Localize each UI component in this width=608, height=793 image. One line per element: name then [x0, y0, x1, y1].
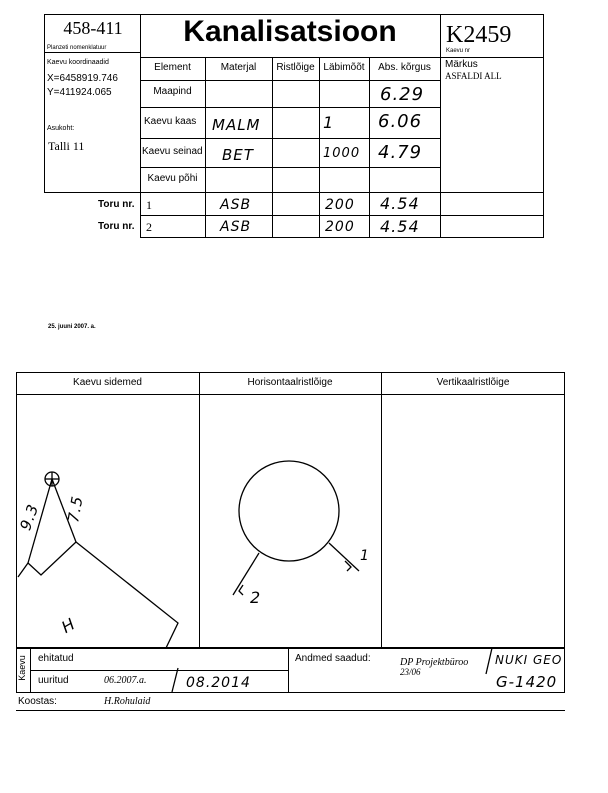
- location-caption: Asukoht:: [47, 125, 75, 132]
- row-label-walls: Kaevu seinad: [142, 146, 203, 157]
- handwritten-date: 08.2014: [186, 675, 251, 691]
- well-ties-sketch: [16, 395, 199, 648]
- col-header-material: Materjal: [220, 62, 257, 73]
- coord-y: Y=411924.065: [47, 87, 112, 98]
- pipe-diameter: 200: [325, 197, 355, 213]
- panel-header-connections: Kaevu sidemed: [73, 377, 142, 388]
- pipe-elevation: 4.54: [380, 217, 420, 236]
- location: Talli 11: [48, 139, 85, 153]
- pipe-material: ASB: [220, 197, 252, 213]
- pipe-label: Toru nr.: [98, 221, 135, 232]
- panel-header-horizontal: Horisontaalristlõige: [247, 377, 333, 388]
- row-label-bottom: Kaevu põhi: [147, 173, 198, 184]
- grid-line: [140, 167, 440, 168]
- hand-note-code: G-1420: [496, 673, 558, 691]
- well-id-caption: Kaevu nr: [446, 48, 471, 54]
- surveyed-date: 06.2007.a.: [104, 675, 147, 686]
- grid-line: [369, 57, 370, 238]
- author: H.Rohulaid: [104, 696, 151, 707]
- pipe-number: 2: [146, 220, 152, 234]
- divider: [44, 52, 140, 53]
- pipe-number: 1: [146, 198, 152, 212]
- hand-note-geo: NUKI GEO: [495, 653, 563, 667]
- tie-distance-a: 9.3: [16, 501, 43, 533]
- coord-caption: Kaevu koordinaadid: [47, 59, 109, 66]
- page-title: Kanalisatsioon: [183, 15, 397, 48]
- col-header-cross-section: Ristlõige: [276, 62, 315, 73]
- grid-line: [319, 57, 320, 238]
- col-header-elevation: Abs. kõrgus: [378, 62, 431, 73]
- plan-number-caption: Planzeti nomenklatuur: [47, 45, 107, 51]
- divider: [30, 670, 288, 671]
- diameter-lid: 1: [323, 113, 335, 132]
- pipe-1-label: 1: [360, 548, 370, 564]
- pipe-diameter: 200: [325, 219, 355, 235]
- col-header-note: Märkus: [445, 59, 478, 70]
- grid-line: [140, 215, 544, 216]
- grid-line: [140, 237, 544, 238]
- grid-line: [140, 138, 440, 139]
- data-source: DP Projektbüroo: [400, 657, 469, 668]
- diameter-walls: 1000: [323, 146, 361, 161]
- plan-number: 458-411: [63, 18, 123, 38]
- col-header-element: Element: [154, 62, 191, 73]
- panel-header-vertical: Vertikaalristlõige: [436, 377, 510, 388]
- surveyed-label: uuritud: [38, 675, 69, 686]
- data-source-label: Andmed saadud:: [295, 653, 371, 664]
- col-header-diameter: Läbimõõt: [323, 62, 365, 73]
- material-walls: BET: [222, 146, 254, 164]
- pipe-2-label: 2: [250, 588, 262, 607]
- slash-mark: [170, 668, 180, 694]
- author-label: Koostas:: [18, 696, 57, 707]
- divider: [140, 57, 544, 58]
- built-label: ehitatud: [38, 653, 74, 664]
- tie-distance-b: 7.5: [64, 494, 87, 524]
- divider: [381, 372, 382, 648]
- material-lid: MALM: [212, 116, 261, 134]
- divider: [288, 648, 289, 693]
- grid-line: [140, 107, 440, 108]
- marker-letter: H: [58, 614, 79, 637]
- note-value: ASFALDI ALL: [445, 71, 502, 81]
- kaevu-label: Kaevu: [17, 655, 27, 681]
- elevation-ground: 6.29: [380, 84, 425, 105]
- divider: [440, 14, 441, 238]
- grid-line: [140, 80, 440, 81]
- divider: [16, 710, 565, 711]
- slash-mark: [484, 648, 494, 676]
- elevation-lid: 6.06: [378, 111, 423, 132]
- date-note: 25. juuni 2007. a.: [48, 324, 96, 330]
- data-source-date: 23/06: [400, 667, 421, 677]
- horizontal-section-sketch: [199, 395, 381, 648]
- grid-line: [205, 57, 206, 238]
- pipe-label: Toru nr.: [98, 199, 135, 210]
- pipe-material: ASB: [220, 219, 252, 235]
- well-id: K2459: [446, 22, 512, 48]
- row-label-ground: Maapind: [153, 86, 192, 97]
- elevation-walls: 4.79: [378, 142, 423, 163]
- grid-line: [272, 57, 273, 238]
- coord-x: X=6458919.746: [47, 73, 118, 84]
- row-label-lid: Kaevu kaas: [144, 116, 197, 127]
- pipe-elevation: 4.54: [380, 194, 420, 213]
